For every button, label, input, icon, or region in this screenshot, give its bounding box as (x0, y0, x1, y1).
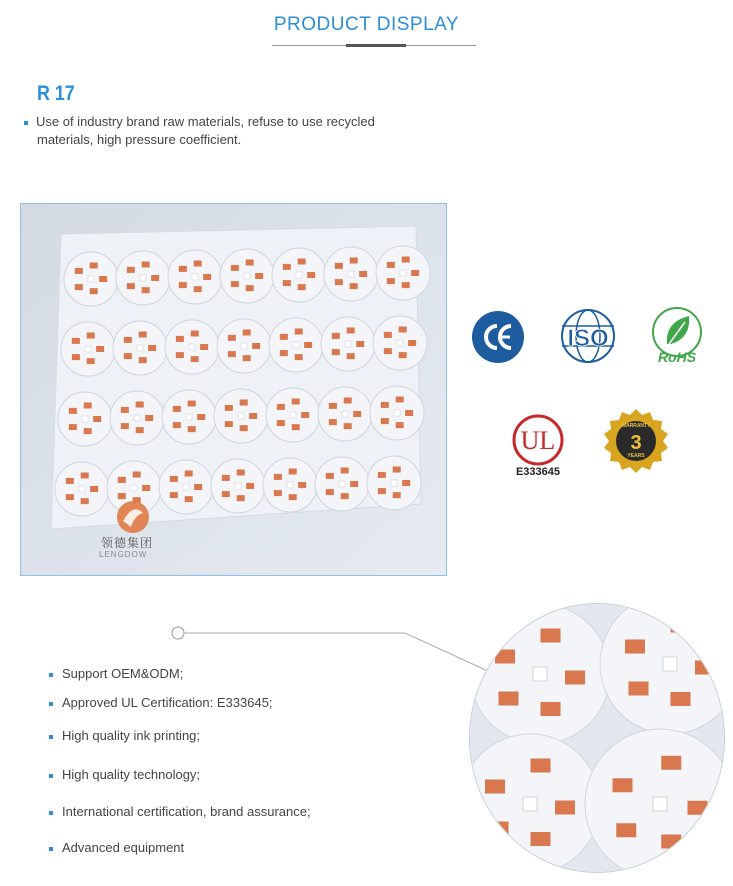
brand-logo-icon (113, 499, 153, 535)
description-line-2: materials, high pressure coefficient. (37, 132, 242, 147)
product-photo (20, 203, 447, 576)
feature-item (49, 695, 273, 710)
feature-item (49, 804, 311, 819)
ul-icon (512, 414, 564, 466)
bullet-icon (49, 702, 53, 706)
page-title: PRODUCT DISPLAY (273, 14, 460, 35)
pcb-panel-illustration (21, 204, 447, 576)
product-model: R 17 (37, 82, 75, 105)
bullet-icon (24, 121, 28, 125)
bullet-icon (49, 673, 53, 677)
feature-label: Support OEM&ODM; (62, 666, 184, 681)
feature-item (49, 666, 183, 681)
bullet-icon (49, 847, 53, 851)
bullet-icon (49, 735, 53, 739)
iso-icon (554, 306, 622, 366)
description-line-1: Use of industry brand raw materials, refuse to use recycled (36, 114, 375, 129)
product-description (24, 113, 444, 149)
pcb-zoom-illustration (470, 604, 724, 872)
warranty-icon (602, 407, 670, 475)
warranty-years: 3 (630, 432, 642, 454)
feature-label: Advanced equipment (62, 840, 185, 855)
callout-connector (165, 620, 495, 680)
warranty-years-label: YEARS (627, 453, 645, 459)
rohs-icon-label: RoHS (657, 349, 697, 365)
title-divider-accent (346, 44, 406, 47)
ul-icon-label: UL (520, 426, 556, 455)
feature-label: High quality ink printing; (62, 728, 201, 743)
ul-certificate-number: E333645 (515, 466, 561, 478)
pcb-zoom-detail (470, 604, 724, 872)
feature-label: International certification, brand assurance; (62, 804, 311, 819)
feature-item (49, 767, 200, 782)
feature-label: High quality technology; (62, 767, 201, 782)
iso-icon-label: ISO (567, 325, 609, 352)
feature-label: Approved UL Certification: E333645; (62, 695, 273, 710)
brand-logo-text: 领德集团 (101, 536, 154, 550)
ce-icon (471, 310, 525, 364)
brand-logo-subtext: LENGDOW (99, 550, 148, 559)
bullet-icon (49, 811, 53, 815)
bullet-icon (49, 774, 53, 778)
warranty-icon-label: WARRANTY (621, 423, 651, 429)
rohs-icon (645, 304, 709, 368)
feature-item (49, 840, 184, 855)
brand-logo (93, 499, 178, 571)
feature-item (49, 728, 200, 743)
